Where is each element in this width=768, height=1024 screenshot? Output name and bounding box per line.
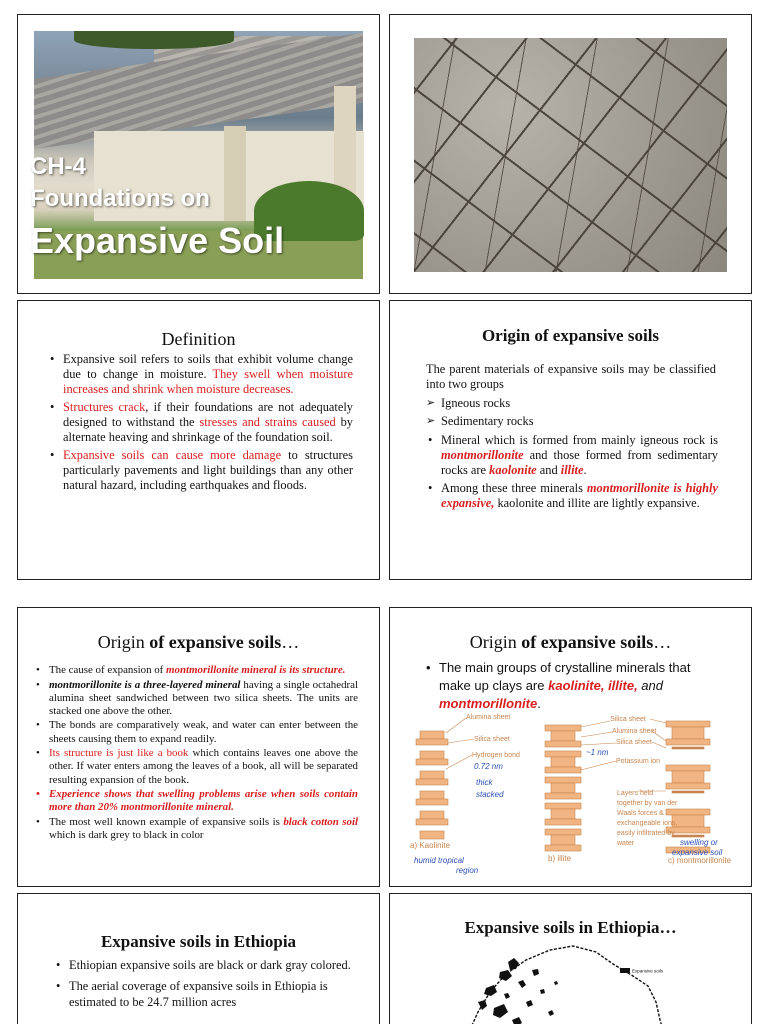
list-item: • Mineral which is formed from mainly igneous rock is montmorillonite and those formed from sedimentary rocks are kaolonite and illite. — [426, 433, 718, 478]
clay-structure-diagram — [410, 713, 740, 883]
legend-label: Expansive soils — [632, 968, 664, 974]
list-item: • Expansive soils can cause more damage to structures particularly pavements and light buildings than any other natural hazard, including earthquakes and floods. — [48, 448, 353, 493]
list-item: • montmorillonite is a three-layered mineral having a single octahedral alumina sheet sandwiched between two silica sheets. The units are stacked one above the other. — [34, 679, 358, 719]
label-hydrogen-bond: Hydrogen bond — [472, 752, 520, 759]
cracked-soil-photo — [414, 38, 727, 272]
mineral-list — [426, 433, 718, 511]
expansive-soil-areas — [478, 958, 558, 1024]
list-item: • Ethiopian expansive soils are black or dark gray colored. — [54, 957, 354, 973]
label-layers-line4: exchangeable ions, — [617, 820, 678, 827]
label-silica-sheet-right: Silica sheet — [610, 716, 646, 723]
chapter-title-line2: Expansive Soil — [30, 220, 285, 261]
legend-swatch — [620, 968, 630, 973]
svg-text:expansive soil: expansive soil — [672, 848, 723, 857]
label-layers-line6: water — [617, 840, 635, 847]
illite-stack — [545, 725, 581, 851]
list-item: • Its structure is just like a book which contains leaves one above the other. If water enters among the leaves of a book, all will be separated resulting expansion of the book. — [34, 747, 358, 787]
ethiopia-list — [54, 957, 354, 1015]
svg-text:~1 nm: ~1 nm — [586, 748, 609, 757]
chapter-title-line1: Foundations on — [30, 185, 210, 212]
slide-heading: Origin of expansive soils… — [469, 632, 672, 652]
slide-ethiopia-map — [389, 893, 752, 1024]
label-alumina-sheet: Alumina sheet — [466, 714, 511, 721]
list-item: • Expansive soil refers to soils that exhibit volume change due to change in moisture. They swell when moisture increases and shrink when moisture decreases. — [48, 352, 353, 397]
clay-mineral-list — [424, 659, 724, 713]
label-potassium-ion: Potassium ion — [616, 758, 660, 765]
chapter-number: CH-4 — [30, 153, 87, 180]
caption-kaolinite: a) Kaolinite — [410, 841, 451, 850]
list-item: • The cause of expansion of montmorillonite mineral is its structure. — [34, 664, 358, 677]
slide-ethiopia — [17, 893, 380, 1024]
label-silica-sheet: Silica sheet — [474, 736, 510, 743]
svg-text:humid tropical: humid tropical — [414, 856, 464, 865]
list-item: ➢ Igneous rocks — [426, 396, 718, 411]
slide-heading: Origin of expansive soils… — [97, 632, 300, 652]
caption-montmorillonite: c) montmorillonite — [668, 856, 732, 865]
caption-illite: b) illite — [548, 854, 572, 863]
label-layers-line5: easily infiltrated by — [617, 830, 675, 837]
label-layers-line1: Layers held — [617, 790, 654, 797]
label-alumina-sheet-right: Alumina sheet — [612, 728, 657, 735]
slide-origin-structure — [17, 607, 380, 887]
slide-clay-minerals — [389, 607, 752, 887]
label-silica-sheet-right-2: Silica sheet — [616, 739, 652, 746]
svg-text:0.72 nm: 0.72 nm — [474, 762, 503, 771]
list-item: • Among these three minerals montmorillonite is highly expansive, kaolonite and illite are lightly expansive. — [426, 481, 718, 511]
ethiopia-map — [408, 942, 733, 1024]
slide-heading: Origin of expansive soils — [481, 326, 660, 345]
svg-text:swelling or: swelling or — [680, 838, 718, 847]
list-item: • The most well known example of expansive soils is black cotton soil which is dark grey to black in color — [34, 816, 358, 842]
slide-heading: Expansive soils in Ethiopia… — [464, 918, 677, 937]
slide-origin — [389, 300, 752, 580]
parent-rock-list — [426, 396, 718, 429]
svg-text:stacked: stacked — [476, 790, 504, 799]
slide-heading: Expansive soils in Ethiopia — [100, 932, 297, 951]
list-item: • Structures crack, if their foundations are not adequately designed to withstand the stresses and strains caused by alternate heaving and shrinkage of the foundation soil. — [48, 400, 353, 445]
slide-title — [17, 14, 380, 294]
list-item: • Experience shows that swelling problems arise when soils contain more than 20% montmorillonite mineral. — [34, 788, 358, 814]
slide-definition — [17, 300, 380, 580]
list-item: • The main groups of crystalline minerals that make up clays are kaolinite, illite, and montmorillonite. — [424, 659, 724, 713]
slide-cracked-soil — [389, 14, 752, 294]
list-item: ➢ Sedimentary rocks — [426, 414, 718, 429]
svg-text:region: region — [456, 866, 479, 875]
label-layers-line3: Waals forces & — [617, 810, 664, 817]
slide-heading: Definition — [161, 329, 236, 349]
list-item: • The bonds are comparatively weak, and water can enter between the sheets causing them to expand readily. — [34, 719, 358, 745]
intro-text: The parent materials of expansive soils may be classified into two groups — [426, 362, 716, 391]
label-layers-line2: together by van der — [617, 800, 678, 807]
list-item: • The aerial coverage of expansive soils in Ethiopia is estimated to be 24.7 million acres — [54, 978, 354, 1010]
structure-list — [34, 664, 358, 843]
kaolinite-stack — [416, 731, 448, 839]
definition-list — [48, 352, 353, 496]
svg-text:thick: thick — [476, 778, 493, 787]
